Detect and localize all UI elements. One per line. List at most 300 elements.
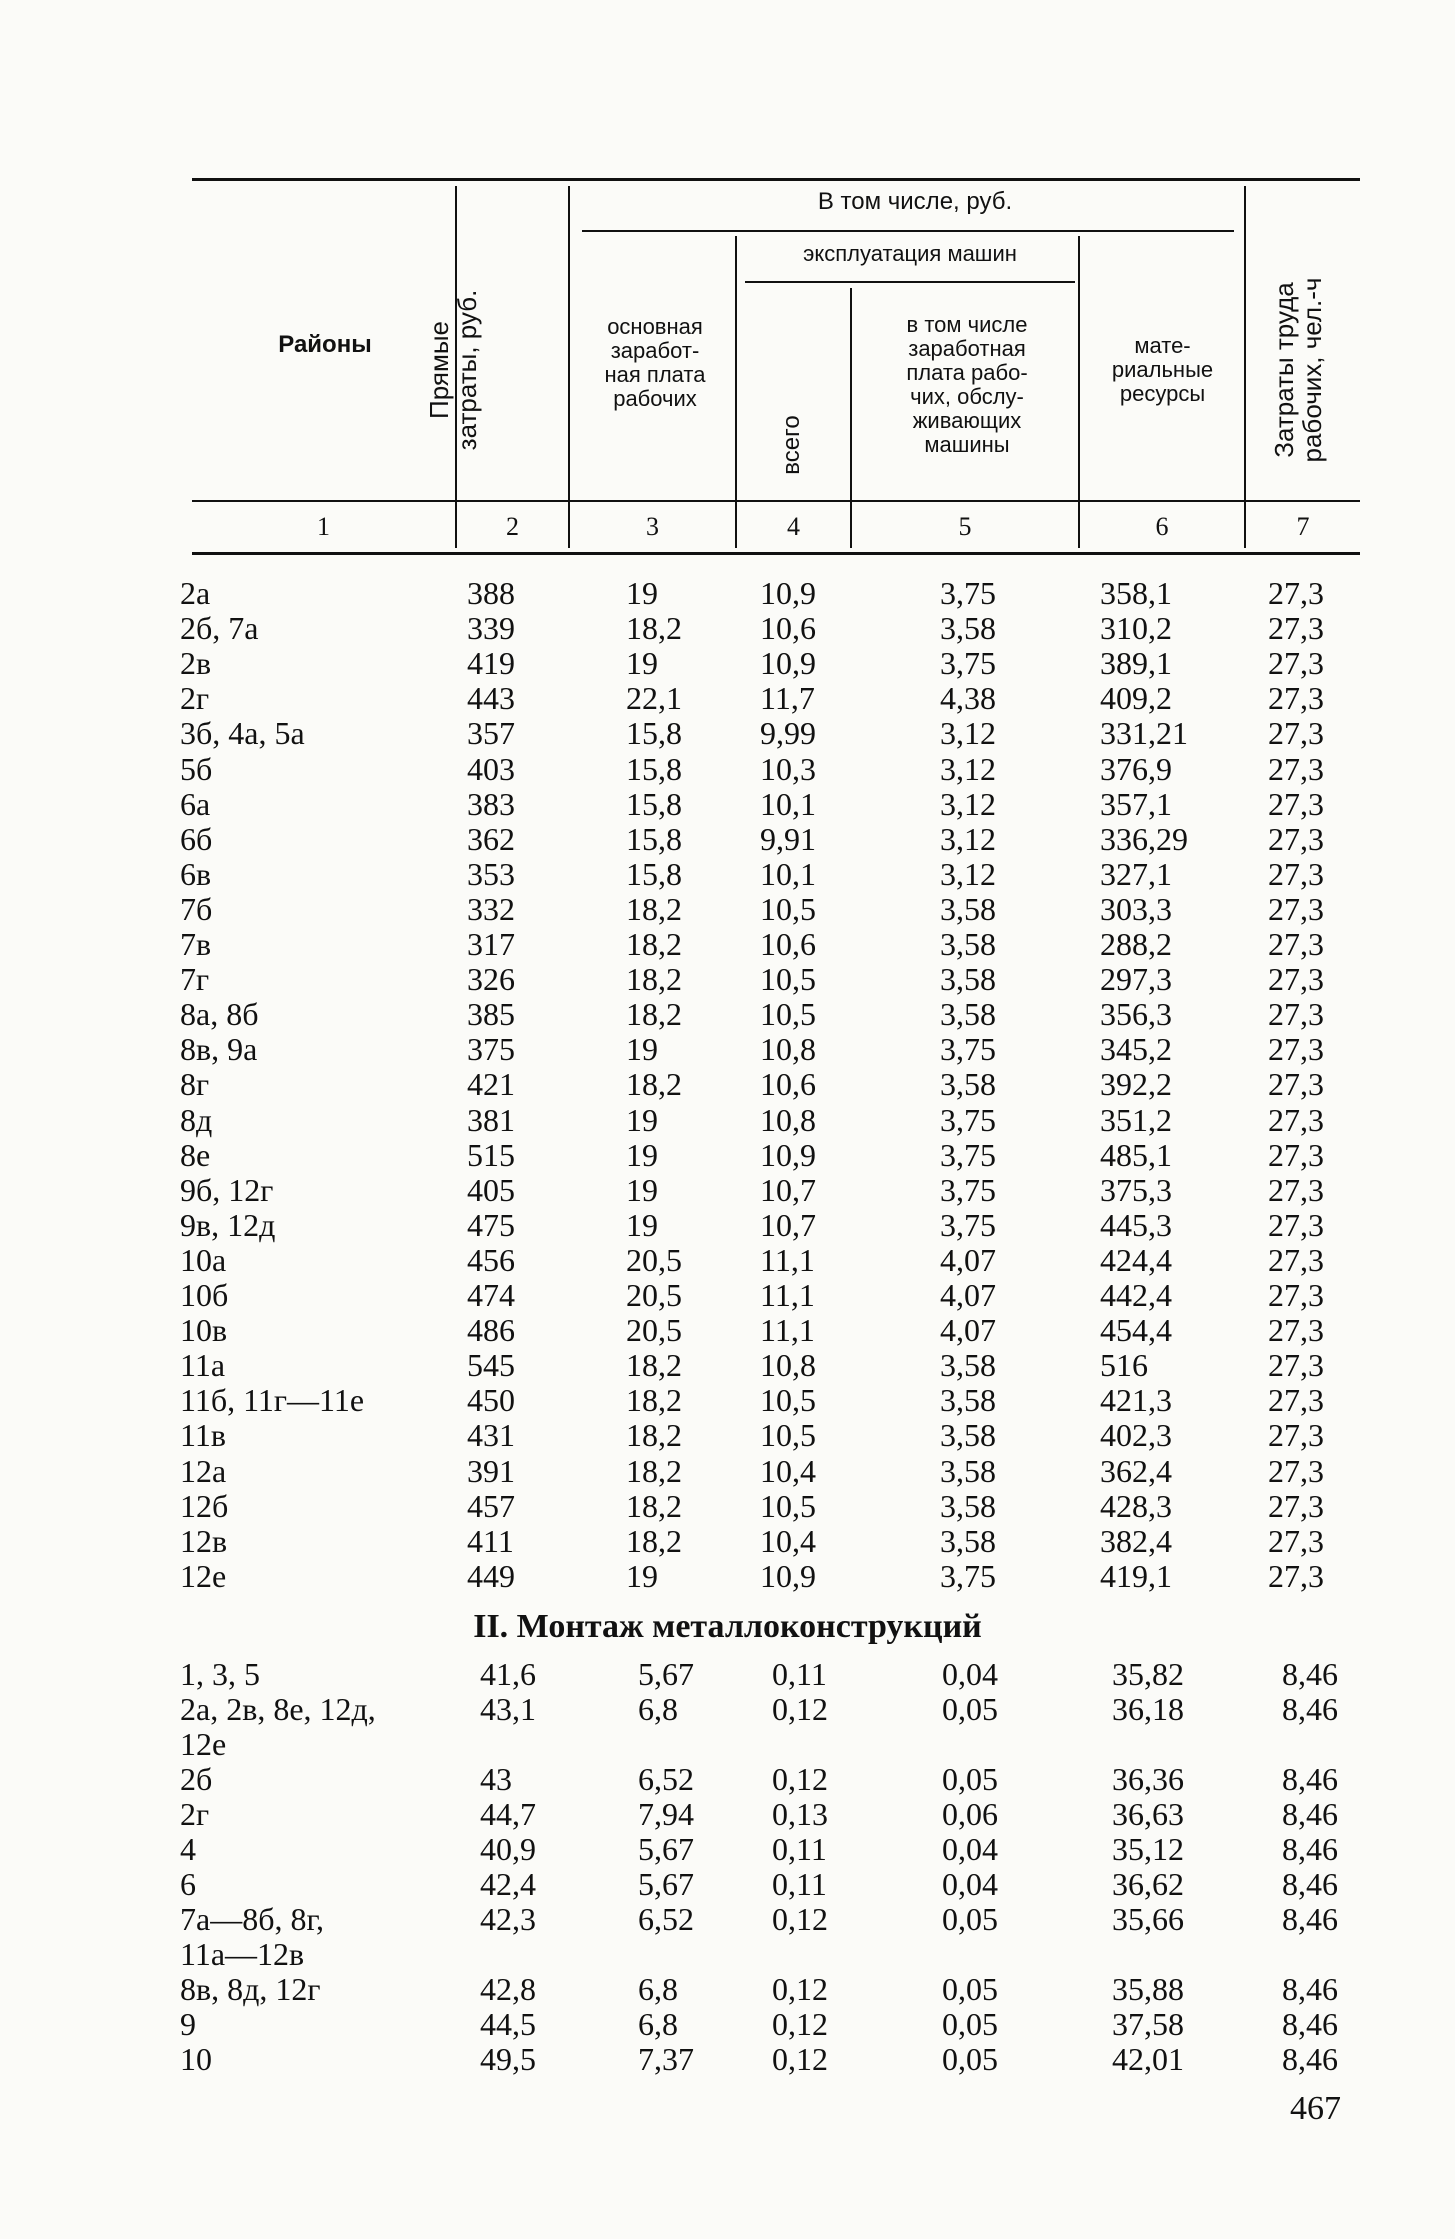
table-row <box>0 892 1455 927</box>
table-row <box>0 1418 1455 1453</box>
col5-title-line: заработная <box>908 336 1026 361</box>
table-cell: 10,5 <box>760 996 816 1033</box>
table-cell: 0,11 <box>772 1656 827 1692</box>
table-cell: 392,2 <box>1100 1066 1172 1103</box>
table-cell: 4 <box>180 1831 196 1867</box>
table-cell: 27,3 <box>1268 1277 1324 1313</box>
table-cell: 424,4 <box>1100 1241 1172 1278</box>
table-cell: 15,8 <box>626 750 682 787</box>
table-cell: 10,9 <box>760 645 816 682</box>
table-row <box>0 1692 1455 1727</box>
table-cell: 9 <box>180 2006 196 2042</box>
table-cell: 0,05 <box>942 2041 998 2077</box>
table-cell: 10,7 <box>760 1206 816 1243</box>
table-cell: 0,04 <box>942 1656 998 1692</box>
table-cell: 19 <box>626 1206 658 1243</box>
machine-group-title: эксплуатация машин <box>803 241 1017 266</box>
table-cell: 486 <box>467 1312 515 1349</box>
table-cell: 10,6 <box>760 926 816 962</box>
table-cell: 357,1 <box>1100 785 1172 822</box>
table-cell: 49,5 <box>480 2041 536 2077</box>
table-cell: 445,3 <box>1100 1206 1172 1243</box>
table-cell: 382,4 <box>1100 1522 1172 1559</box>
col2-title: Прямые затраты, руб. <box>424 289 482 451</box>
table-cell: 36,18 <box>1112 1691 1184 1727</box>
table-row <box>0 752 1455 787</box>
table-cell: 3,75 <box>940 1136 996 1173</box>
table-cell: 3б, 4а, 5а <box>180 715 305 752</box>
table-cell: 3,58 <box>940 996 996 1033</box>
table-row <box>0 646 1455 681</box>
table-cell: 36,63 <box>1112 1796 1184 1832</box>
table-cell: 43 <box>480 1761 512 1797</box>
table-cell: 9в, 12д <box>180 1206 276 1243</box>
table-cell: 10 <box>180 2041 212 2077</box>
table-cell: 27,3 <box>1268 785 1324 822</box>
table-cell: 9,99 <box>760 715 816 752</box>
table-cell: 3,75 <box>940 1031 996 1068</box>
table-cell: 457 <box>467 1487 515 1524</box>
col6-title-line: ресурсы <box>1119 381 1206 406</box>
table-cell: 43,1 <box>480 1691 536 1727</box>
col5-title-line: машины <box>924 432 1010 457</box>
table-cell: 456 <box>467 1241 515 1278</box>
table-cell: 7б <box>180 890 213 927</box>
table-cell: 27,3 <box>1268 1171 1324 1208</box>
table-cell: 8,46 <box>1282 2041 1338 2077</box>
table-cell: 27,3 <box>1268 645 1324 682</box>
table-row <box>0 962 1455 997</box>
table-cell: 2г <box>180 680 210 717</box>
table-cell: 10,1 <box>760 785 816 822</box>
table-cell: 351,2 <box>1100 1101 1172 1138</box>
table-cell: 8д <box>180 1101 213 1138</box>
table-cell: 336,29 <box>1100 820 1188 857</box>
table-cell: 12е <box>180 1557 227 1594</box>
table-cell: 0,05 <box>942 2006 998 2042</box>
table-row <box>0 1243 1455 1278</box>
table-row <box>0 1832 1455 1867</box>
table-cell: 8,46 <box>1282 1866 1338 1902</box>
table-row <box>0 1559 1455 1594</box>
table-cell: 3,58 <box>940 890 996 927</box>
col3-title-line: заработ- <box>610 338 700 363</box>
table-cell: 27,3 <box>1268 1417 1324 1454</box>
table-cell: 402,3 <box>1100 1417 1172 1454</box>
table-row <box>0 1972 1455 2007</box>
table-cell: 3,75 <box>940 1206 996 1243</box>
table-cell: 2г <box>180 1796 210 1832</box>
table-cell: 27,3 <box>1268 1206 1324 1243</box>
table-cell: 18,2 <box>626 1347 682 1384</box>
table-cell: 10,8 <box>760 1031 816 1068</box>
table-cell: 19 <box>626 1101 658 1138</box>
table-cell: 2а <box>180 575 211 611</box>
table-cell: 454,4 <box>1100 1312 1172 1349</box>
table-cell: 27,3 <box>1268 1136 1324 1173</box>
table-cell: 6,8 <box>638 1691 678 1727</box>
table-row <box>0 576 1455 611</box>
table-cell: 9б, 12г <box>180 1171 274 1208</box>
table-cell: 6б <box>180 820 213 857</box>
table-cell: 27,3 <box>1268 855 1324 892</box>
table-cell: 18,2 <box>626 1522 682 1559</box>
table-cell: 3,75 <box>940 575 996 611</box>
table-cell: 12а <box>180 1452 227 1489</box>
table-cell: 27,3 <box>1268 820 1324 857</box>
table-row <box>0 822 1455 857</box>
table-row <box>0 927 1455 962</box>
table-cell: 6,52 <box>638 1761 694 1797</box>
table-cell: 27,3 <box>1268 1452 1324 1489</box>
table-cell: 8е <box>180 1136 211 1173</box>
table-cell: 345,2 <box>1100 1031 1172 1068</box>
table-cell: 443 <box>467 680 515 717</box>
table-cell: 327,1 <box>1100 855 1172 892</box>
table-cell: 5,67 <box>638 1866 694 1902</box>
table-cell: 0,05 <box>942 1691 998 1727</box>
table-cell: 331,21 <box>1100 715 1188 752</box>
col3-title-line: ная плата <box>604 362 706 387</box>
table-cell: 18,2 <box>626 1487 682 1524</box>
table-cell: 0,11 <box>772 1866 827 1902</box>
col3-title-line: основная <box>607 314 703 339</box>
table-cell: 3,58 <box>940 610 996 647</box>
table-cell: 431 <box>467 1417 515 1454</box>
table-cell: 4,07 <box>940 1277 996 1313</box>
table-row <box>0 1278 1455 1313</box>
table-cell: 409,2 <box>1100 680 1172 717</box>
table-cell: 376,9 <box>1100 750 1172 787</box>
table-row <box>0 1032 1455 1067</box>
table-cell: 5,67 <box>638 1656 694 1692</box>
table-cell: 3,12 <box>940 715 996 752</box>
table-cell: 2а, 2в, 8е, 12д, <box>180 1691 376 1727</box>
table-cell: 19 <box>626 1171 658 1208</box>
table-cell: 42,01 <box>1112 2041 1184 2077</box>
table-cell: 27,3 <box>1268 1101 1324 1138</box>
table-row <box>0 2042 1455 2077</box>
table-cell: 4,38 <box>940 680 996 717</box>
col5-title-line: плата рабо- <box>906 360 1028 385</box>
table-cell: 27,3 <box>1268 610 1324 647</box>
table-cell: 10,4 <box>760 1452 816 1489</box>
table-cell: 310,2 <box>1100 610 1172 647</box>
table-cell: 15,8 <box>626 785 682 822</box>
col1-title: Районы <box>278 331 372 358</box>
table-row <box>0 1103 1455 1138</box>
table-cell: 36,62 <box>1112 1866 1184 1902</box>
table-cell: 22,1 <box>626 680 682 717</box>
table-cell: 339 <box>467 610 515 647</box>
table-cell: 375,3 <box>1100 1171 1172 1208</box>
col5-title <box>858 313 1076 457</box>
table-cell: 2б, 7а <box>180 610 259 647</box>
table-cell: 8в, 8д, 12г <box>180 1971 321 2007</box>
table-cell: 7а—8б, 8г, <box>180 1901 324 1937</box>
table-cell: 10,4 <box>760 1522 816 1559</box>
table-cell: 391 <box>467 1452 515 1489</box>
col6-title-line: риальные <box>1111 357 1214 382</box>
table-cell: 2б <box>180 1761 213 1797</box>
table-cell: 0,06 <box>942 1796 998 1832</box>
table-cell: 18,2 <box>626 610 682 647</box>
table-cell: 10,6 <box>760 610 816 647</box>
table-cell: 428,3 <box>1100 1487 1172 1524</box>
table-cell: 545 <box>467 1347 515 1384</box>
table-cell: 8,46 <box>1282 1796 1338 1832</box>
table-cell: 297,3 <box>1100 961 1172 998</box>
table-cell: 27,3 <box>1268 1382 1324 1419</box>
table-cell: 0,12 <box>772 1971 828 2007</box>
table-top-rule <box>192 178 1360 181</box>
table-cell: 6 <box>180 1866 196 1902</box>
table-cell: 27,3 <box>1268 890 1324 927</box>
table-cell: 7,94 <box>638 1796 694 1832</box>
table-cell: 11в <box>180 1417 226 1454</box>
table-cell: 357 <box>467 715 515 752</box>
table-cell: 40,9 <box>480 1831 536 1867</box>
col5-title-line: чих, обслу- <box>910 384 1024 409</box>
table-cell: 421,3 <box>1100 1382 1172 1419</box>
table-cell: 3,58 <box>940 1066 996 1103</box>
table-cell: 3,75 <box>940 1101 996 1138</box>
colnum-6: 6 <box>1155 512 1169 541</box>
table-row <box>0 1867 1455 1902</box>
table-cell: 385 <box>467 996 515 1033</box>
col4-title: всего <box>778 415 805 475</box>
table-cell: 3,58 <box>940 1487 996 1524</box>
table-cell: 19 <box>626 1557 658 1594</box>
table-cell: 449 <box>467 1557 515 1594</box>
table-cell: 27,3 <box>1268 680 1324 717</box>
table-cell: 27,3 <box>1268 1066 1324 1103</box>
table-row <box>0 1313 1455 1348</box>
table-cell: 27,3 <box>1268 1031 1324 1068</box>
colnum-5: 5 <box>958 512 972 541</box>
table-row <box>0 681 1455 716</box>
table-cell: 27,3 <box>1268 1241 1324 1278</box>
table-row <box>0 1489 1455 1524</box>
colnum-3: 3 <box>646 512 659 541</box>
table-cell: 6в <box>180 855 212 892</box>
table-cell: 11а <box>180 1347 226 1384</box>
group-title: В том числе, руб. <box>817 188 1013 215</box>
table-cell: 419 <box>467 645 515 682</box>
table-row <box>0 1657 1455 1692</box>
table-cell: 8в, 9а <box>180 1031 258 1068</box>
table-cell: 42,4 <box>480 1866 536 1902</box>
header-bottom-rule <box>192 500 1360 502</box>
table-cell: 12е <box>180 1726 227 1762</box>
table-row <box>0 1173 1455 1208</box>
col3-title <box>575 315 735 411</box>
table-cell: 3,58 <box>940 1452 996 1489</box>
table-cell: 18,2 <box>626 1066 682 1103</box>
table-row <box>0 1797 1455 1832</box>
table-cell: 6,8 <box>638 1971 678 2007</box>
table-cell: 10,3 <box>760 750 816 787</box>
table-cell: 3,75 <box>940 645 996 682</box>
table-cell: 8,46 <box>1282 1691 1338 1727</box>
table-cell: 10,8 <box>760 1347 816 1384</box>
table-cell: 8,46 <box>1282 1901 1338 1937</box>
table-cell: 42,8 <box>480 1971 536 2007</box>
table-cell: 18,2 <box>626 890 682 927</box>
table-cell: 27,3 <box>1268 1487 1324 1524</box>
table-cell: 1, 3, 5 <box>180 1656 260 1692</box>
table-cell: 358,1 <box>1100 575 1172 611</box>
table-cell: 0,12 <box>772 2006 828 2042</box>
table-cell: 9,91 <box>760 820 816 857</box>
table-cell: 8,46 <box>1282 1831 1338 1867</box>
colnum-4: 4 <box>787 512 800 541</box>
table-cell: 19 <box>626 575 658 611</box>
table-cell: 0,12 <box>772 1901 828 1937</box>
table-cell: 10,8 <box>760 1101 816 1138</box>
table-cell: 0,13 <box>772 1796 828 1832</box>
table-cell: 3,58 <box>940 926 996 962</box>
table-cell: 11,1 <box>760 1312 815 1349</box>
vrule-5 <box>1078 236 1080 548</box>
table-cell: 10,5 <box>760 890 816 927</box>
table-cell: 353 <box>467 855 515 892</box>
table-cell: 19 <box>626 645 658 682</box>
table-cell: 326 <box>467 961 515 998</box>
table-cell: 27,3 <box>1268 926 1324 962</box>
table-cell: 421 <box>467 1066 515 1103</box>
table-cell: 450 <box>467 1382 515 1419</box>
table-row <box>0 716 1455 751</box>
table-cell: 3,58 <box>940 1417 996 1454</box>
table-cell: 7в <box>180 926 212 962</box>
table-cell: 4,07 <box>940 1241 996 1278</box>
table-cell: 383 <box>467 785 515 822</box>
table-cell: 388 <box>467 575 515 611</box>
table-cell: 10,5 <box>760 961 816 998</box>
table-row <box>0 1208 1455 1243</box>
table-cell: 10,9 <box>760 1557 816 1594</box>
table-cell: 5б <box>180 750 213 787</box>
table-cell: 11,1 <box>760 1241 815 1278</box>
vrule-4 <box>850 288 852 548</box>
table-cell: 19 <box>626 1136 658 1173</box>
table-row <box>0 1454 1455 1489</box>
table-cell: 3,58 <box>940 1382 996 1419</box>
table-cell: 389,1 <box>1100 645 1172 682</box>
table-row-continuation <box>0 1937 1455 1972</box>
table-cell: 8г <box>180 1066 210 1103</box>
table-cell: 10а <box>180 1241 227 1278</box>
table-cell: 3,58 <box>940 1522 996 1559</box>
table-cell: 27,3 <box>1268 715 1324 752</box>
table-cell: 35,12 <box>1112 1831 1184 1867</box>
table-cell: 27,3 <box>1268 1312 1324 1349</box>
table-cell: 0,04 <box>942 1866 998 1902</box>
table-cell: 18,2 <box>626 926 682 962</box>
table-row <box>0 2007 1455 2042</box>
table-cell: 405 <box>467 1171 515 1208</box>
table-row <box>0 857 1455 892</box>
table-row <box>0 1524 1455 1559</box>
section2-title: II. Монтаж металлоконструкций <box>473 1608 982 1645</box>
machine-group-rule <box>745 281 1075 283</box>
table-cell: 4,07 <box>940 1312 996 1349</box>
table-cell: 6а <box>180 785 211 822</box>
table-cell: 7г <box>180 961 210 998</box>
table-cell: 474 <box>467 1277 515 1313</box>
table-cell: 0,12 <box>772 1691 828 1727</box>
table-cell: 41,6 <box>480 1656 536 1692</box>
table-cell: 35,82 <box>1112 1656 1184 1692</box>
table-cell: 8,46 <box>1282 1971 1338 2007</box>
table-cell: 8,46 <box>1282 2006 1338 2042</box>
table-cell: 3,12 <box>940 750 996 787</box>
table-cell: 3,75 <box>940 1171 996 1208</box>
table-cell: 7,37 <box>638 2041 694 2077</box>
table-row <box>0 1138 1455 1173</box>
table-cell: 27,3 <box>1268 750 1324 787</box>
colnum-bottom-rule <box>192 552 1360 555</box>
colnum-7: 7 <box>1296 512 1310 541</box>
table-cell: 36,36 <box>1112 1761 1184 1797</box>
table-cell: 442,4 <box>1100 1277 1172 1313</box>
table-cell: 8а, 8б <box>180 996 259 1033</box>
table-cell: 18,2 <box>626 961 682 998</box>
table-row-continuation <box>0 1727 1455 1762</box>
table-cell: 288,2 <box>1100 926 1172 962</box>
vrule-6 <box>1244 186 1246 548</box>
table-cell: 3,12 <box>940 785 996 822</box>
table-cell: 8,46 <box>1282 1656 1338 1692</box>
table-cell: 35,88 <box>1112 1971 1184 2007</box>
table-cell: 44,5 <box>480 2006 536 2042</box>
table-cell: 403 <box>467 750 515 787</box>
table-cell: 18,2 <box>626 1417 682 1454</box>
table-cell: 0,05 <box>942 1901 998 1937</box>
table-cell: 0,04 <box>942 1831 998 1867</box>
table-row <box>0 1348 1455 1383</box>
table-row <box>0 611 1455 646</box>
col3-title-line: рабочих <box>613 386 697 411</box>
table-row <box>0 1762 1455 1797</box>
table-cell: 18,2 <box>626 996 682 1033</box>
table-cell: 27,3 <box>1268 1557 1324 1594</box>
vrule-2 <box>568 186 570 548</box>
table-cell: 362 <box>467 820 515 857</box>
table-cell: 317 <box>467 926 515 962</box>
col6-title <box>1085 334 1240 406</box>
table-cell: 6,8 <box>638 2006 678 2042</box>
table-cell: 27,3 <box>1268 575 1324 611</box>
table-cell: 20,5 <box>626 1241 682 1278</box>
vrule-3 <box>735 236 737 548</box>
table-cell: 27,3 <box>1268 996 1324 1033</box>
table-cell: 37,58 <box>1112 2006 1184 2042</box>
table-cell: 10б <box>180 1277 229 1313</box>
table-cell: 11а—12в <box>180 1936 305 1972</box>
table-cell: 42,3 <box>480 1901 536 1937</box>
table-cell: 35,66 <box>1112 1901 1184 1937</box>
table-cell: 10,9 <box>760 1136 816 1173</box>
table-cell: 419,1 <box>1100 1557 1172 1594</box>
table-cell: 5,67 <box>638 1831 694 1867</box>
table-cell: 2в <box>180 645 212 682</box>
table-row <box>0 1902 1455 1937</box>
table-cell: 20,5 <box>626 1277 682 1313</box>
table-cell: 15,8 <box>626 715 682 752</box>
table-row <box>0 787 1455 822</box>
